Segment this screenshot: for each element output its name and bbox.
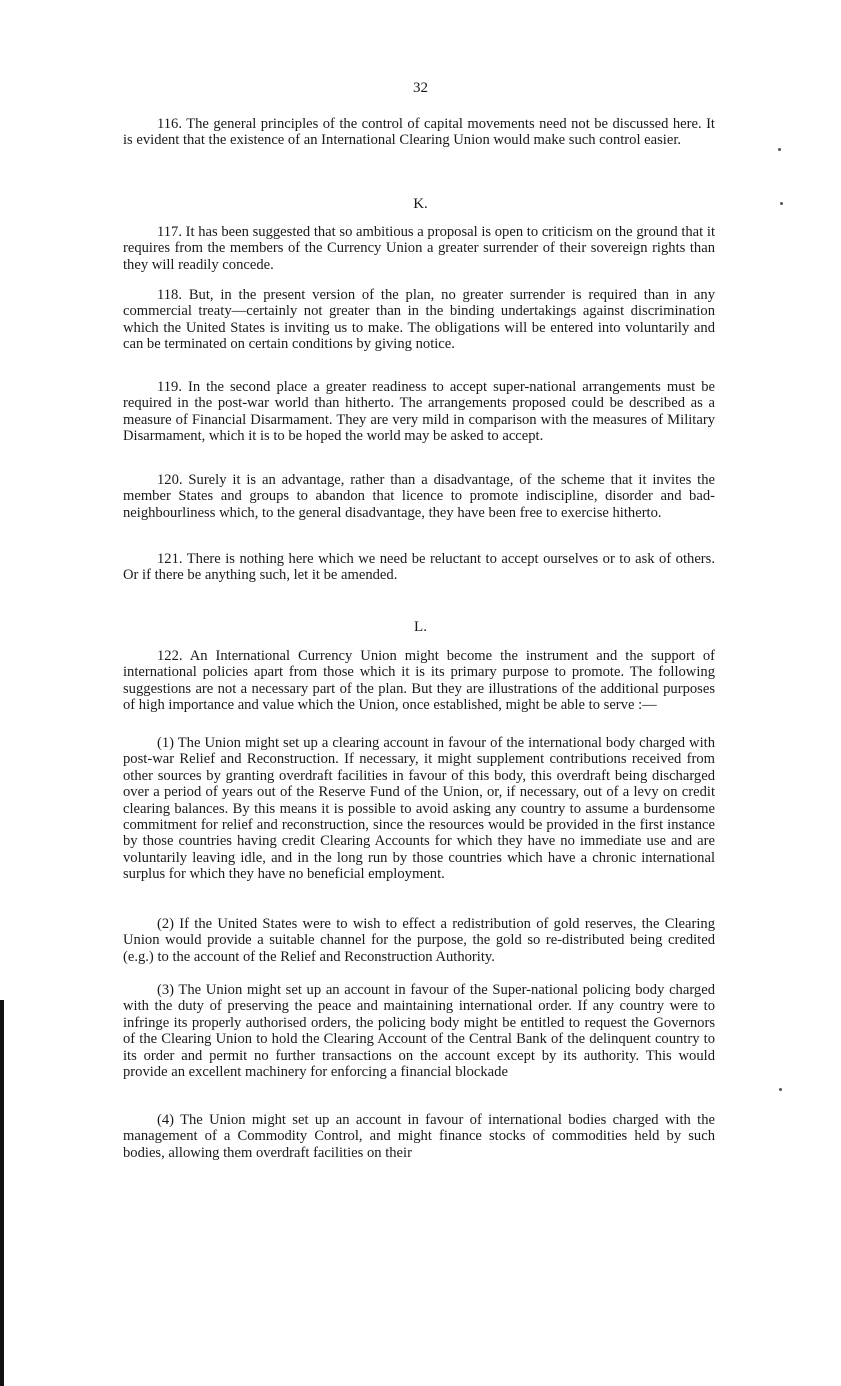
list-item-4: (4) The Union might set up an account in favour of international bodies charged with the management of a Commodity Control, and might finance stocks of commodities held by such bodies, allowing them overdraft facilities on their bbox=[123, 1112, 715, 1161]
list-item-2: (2) If the United States were to wish to effect a redistribution of gold reserves, the Clearing Union would provide a suitable channel for the purpose, the gold so re-distributed being credited (e.g.) to the account of the Relief and Reconstruction Authority. bbox=[123, 916, 715, 965]
scan-edge-shadow bbox=[0, 1000, 4, 1386]
list-item-3: (3) The Union might set up an account in favour of the Super-national policing body charged with the duty of preserving the peace and maintaining international order. If any country were to infringe its properly authorised orders, the policing body might be entitled to request the Governors of the Clearing Union to hold the Clearing Account of the Central Bank of the delinquent country to its order and permit no further transactions on the account except by its authority. This would provide an excellent machinery for enforcing a financial blockade bbox=[123, 982, 715, 1081]
paragraph-119: 119. In the second place a greater readiness to accept super-national arrangements must be required in the post-war world than hitherto. The arrangements proposed could be described as a measure of Financial Disarmament. They are very mild in comparison with the measures of Military Disarmament, which it is to be hoped the world may be asked to accept. bbox=[123, 379, 715, 445]
paragraph-117: 117. It has been suggested that so ambitious a proposal is open to criticism on the ground that it requires from the members of the Currency Union a greater surrender of their sovereign rights than they will readily concede. bbox=[123, 224, 715, 273]
paragraph-122: 122. An International Currency Union might become the instrument and the support of international policies apart from those which it is its primary purpose to promote. The following suggestions are not a necessary part of the plan. But they are illustrations of the additional purposes of high importance and value which the Union, once established, might be able to serve :— bbox=[123, 648, 715, 714]
scan-speck bbox=[779, 1088, 782, 1091]
scan-speck bbox=[780, 202, 783, 205]
page-number: 32 bbox=[413, 80, 428, 96]
paragraph-116: 116. The general principles of the control of capital movements need not be discussed here. It is evident that the existence of an International Clearing Union would make such control easier. bbox=[123, 116, 715, 149]
section-heading-l: L. bbox=[414, 619, 427, 635]
paragraph-121: 121. There is nothing here which we need be reluctant to accept ourselves or to ask of others. Or if there be anything such, let it be amended. bbox=[123, 551, 715, 584]
paragraph-118: 118. But, in the present version of the plan, no greater surrender is required than in any commercial treaty—certainly not greater than in the binding undertakings against discrimination which the United States is inviting us to make. The obligations will be entered into voluntarily and can be terminated on certain conditions by giving notice. bbox=[123, 287, 715, 353]
scan-speck bbox=[778, 148, 781, 151]
list-item-1: (1) The Union might set up a clearing account in favour of the international body charged with post-war Relief and Reconstruction. If necessary, it might supplement contributions received from other sources by granting overdraft facilities in favour of this body, this overdraft being discharged over a period of years out of the Reserve Fund of the Union, or, if necessary, out of a levy on credit clearing balances. By this means it is possible to avoid asking any country to assume a burdensome commitment for relief and reconstruction, since the resources would be provided in the first instance by those countries having credit Clearing Accounts for which they have no immediate use and are voluntarily leaving idle, and in the long run by those countries which have a chronic international surplus for which they have no beneficial employment. bbox=[123, 735, 715, 883]
section-heading-k: K. bbox=[413, 196, 428, 212]
paragraph-120: 120. Surely it is an advantage, rather than a disadvantage, of the scheme that it invites the member States and groups to abandon that licence to promote indiscipline, disorder and bad-neighbourliness which, to the general disadvantage, they have been free to exercise hitherto. bbox=[123, 472, 715, 521]
